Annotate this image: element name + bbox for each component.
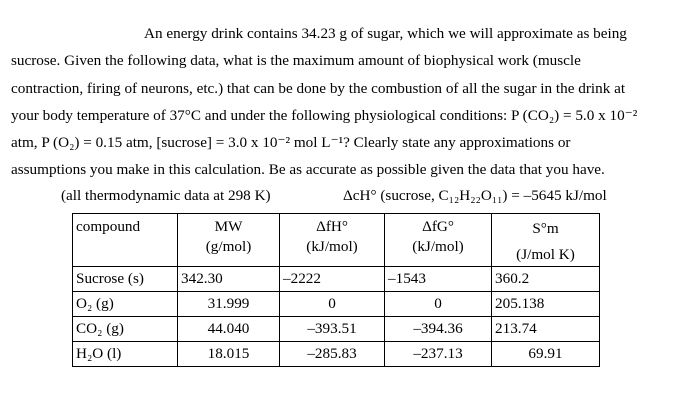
cell-entropy: 69.91 [492, 342, 600, 367]
cell-entropy: 205.138 [492, 292, 600, 317]
problem-line: assumptions you make in this calculation. Be as accurate as possible given the data that you have. [11, 161, 605, 179]
problem-line: your body temperature of 37°C and under the following physiological conditions: P (CO₂) = 5.0 x 10⁻² [11, 106, 638, 124]
problem-line: atm, P (O₂) = 0.15 atm, [sucrose] = 3.0 x 10⁻² mol L⁻¹? Clearly state any approximations or [11, 134, 571, 152]
header-gibbs: ΔfG° (kJ/mol) [385, 214, 492, 267]
problem-statement [11, 20, 667, 184]
cell-gibbs: –394.36 [385, 317, 492, 342]
cell-enthalpy: –285.83 [280, 342, 385, 367]
problem-line: sucrose. Given the following data, what is the maximum amount of biophysical work (muscle [11, 52, 581, 70]
cell-gibbs: –237.13 [385, 342, 492, 367]
cell-compound: Sucrose (s) [73, 267, 178, 292]
table-header-row [73, 214, 600, 267]
problem-line: contraction, firing of neurons, etc.) that can be done by the combustion of all the sugar in the drink at [11, 79, 626, 97]
header-entropy: S°m (J/mol K) [492, 214, 600, 267]
table-row [73, 267, 600, 292]
header-compound: compound [73, 214, 178, 267]
header-mw: MW (g/mol) [178, 214, 280, 267]
problem-line: An energy drink contains 34.23 g of sugar, which we will approximate as being [144, 25, 627, 42]
combustion-enthalpy-note: ΔcH° (sucrose, C₁₂H₂₂O₁₁) = –5645 kJ/mol [343, 187, 607, 204]
temperature-note: (all thermodynamic data at 298 K) [61, 187, 271, 204]
cell-compound: CO₂ (g) [73, 317, 178, 342]
cell-enthalpy: –393.51 [280, 317, 385, 342]
cell-gibbs: 0 [385, 292, 492, 317]
thermodynamic-data-table [72, 213, 600, 367]
cell-mw: 18.015 [178, 342, 280, 367]
table-row [73, 317, 600, 342]
cell-gibbs: –1543 [385, 267, 492, 292]
table-row [73, 292, 600, 317]
cell-entropy: 360.2 [492, 267, 600, 292]
cell-mw: 342.30 [178, 267, 280, 292]
cell-mw: 44.040 [178, 317, 280, 342]
cell-compound: H₂O (l) [73, 342, 178, 367]
cell-mw: 31.999 [178, 292, 280, 317]
header-enthalpy: ΔfH° (kJ/mol) [280, 214, 385, 267]
cell-entropy: 213.74 [492, 317, 600, 342]
cell-enthalpy: –2222 [280, 267, 385, 292]
cell-compound: O₂ (g) [73, 292, 178, 317]
cell-enthalpy: 0 [280, 292, 385, 317]
table-row [73, 342, 600, 367]
